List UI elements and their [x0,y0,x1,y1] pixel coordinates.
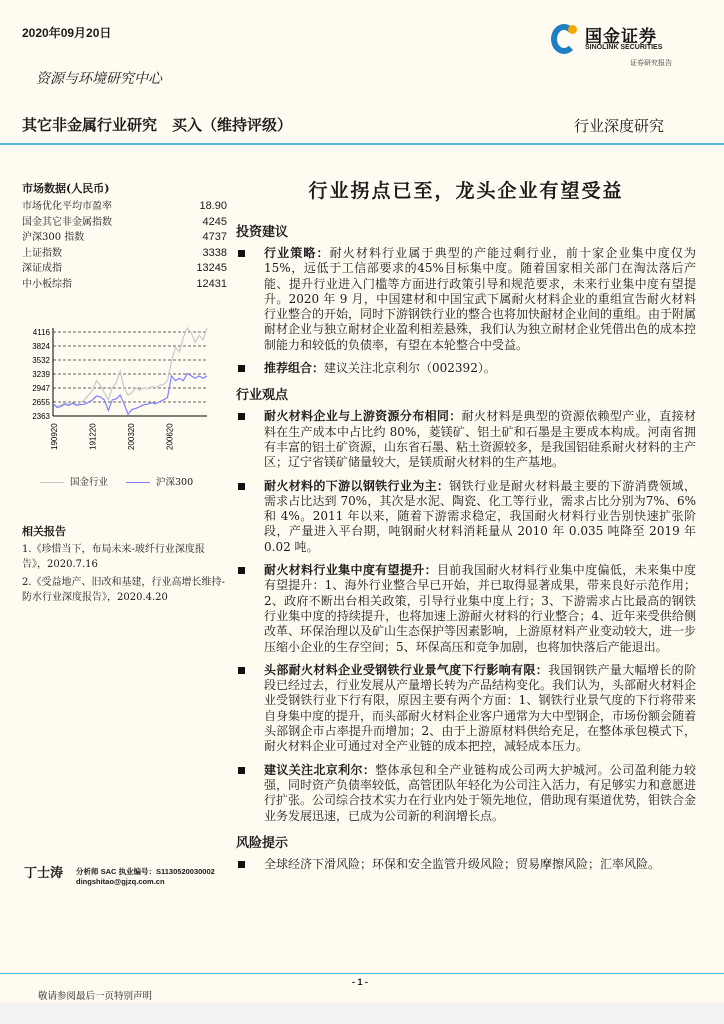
bullet-text: 整体承包和全产业链构成公司两大护城河。公司盈利能力较强，同时资产负债率较低，高管团队年轻化为公司注入活力，有足够实力和意愿进行扩张。公司综合技术实力在行业内处于领先地位，借助现有渠道优势，钼铁合金业务发展迅速，已成为公司新的利润增长点。 [264,762,697,823]
bullet-text: 钢铁行业是耐火材料最主要的下游消费领域，需求占比达到 70%，其次是水泥、陶瓷、化工等行业，需求占比分别为7%、6%和 4%。2011 年以来，随着下游需求稳定，我国耐火材料行业告别快速扩张阶段，产量进入平台期，吨钢耐火材料消耗量从 2010 年 0.035 吨降至 2019 年 0.02 吨。 [264,478,696,554]
bullet-text: 耐火材料是典型的资源依赖型产业，直接材料在生产成本中占比约 80%，菱镁矿、铝土矿和石墨是主要成本构成。河南省拥有丰富的铝土矿资源，山东省石墨、粘土资源较多，是我国铝硅系耐火材料的主产区；辽宁省镁矿储量较大，是镁质耐火材料的生产基地。 [264,409,697,470]
market-data [22,180,227,292]
related-reports [22,523,227,605]
logo-subtitle: 证券研究报告 [630,59,672,67]
logo-cn: 国金证券 [585,27,657,46]
bullet-item [236,246,696,353]
bullet-lead: 耐火材料的下游以钢铁行业为主： [264,478,450,493]
bullet-square-icon [238,667,245,674]
report-type: 行业深度研究 [574,117,665,135]
bullet-square-icon [238,250,245,257]
y-tick-label: 3824 [32,342,50,351]
y-tick-label: 3532 [32,356,50,365]
bullet-square-icon [238,413,245,420]
bullet-item [236,763,696,824]
y-tick-label: 2363 [32,412,50,421]
y-tick-label: 2947 [32,384,50,393]
bullet-lead: 行业策略： [264,246,330,260]
market-label: 上证指数 [22,247,62,259]
index-chart [15,320,230,460]
market-row [22,230,227,246]
sinolink-logo [551,22,696,58]
market-value: 18.90 [199,200,227,212]
related-report-link[interactable]: 1.《珍惜当下，布局未来-玻纤行业深度报告》，2020.7.16 [22,544,205,570]
market-data-title: 市场数据(人民币) [22,182,110,195]
bullet-square-icon [238,767,245,774]
market-row [22,199,227,215]
y-tick-label: 3239 [32,370,50,379]
x-tick-label: 200320 [127,423,136,450]
report-header-title: 其它非金属行业研究 买入（维持评级） [22,117,293,134]
report-section [236,832,696,872]
y-tick-label: 4116 [32,328,50,337]
market-row [22,246,227,262]
bullet-item [236,409,696,470]
market-label: 沪深300 指数 [22,232,85,243]
market-row [22,261,227,277]
bullet-text: 耐火材料行业属于典型的产能过剩行业，前十家企业集中度仅为15%，远低于工信部要求的45%目标集中度。随着国家相关部门在淘汰落后产能、提升行业进入门槛等方面进行政策引导和规范要求，未来行业集中度有望提升。2020 年 9 月，中国建材和中国宝武下属耐火材料企业的重组宣告耐火材料行业整合的开始，同时下游钢铁行业的整合也将加快耐材企业间的重组。由于附属耐材企业与独立耐材企业盈利相差悬殊，我们认为独立耐材企业凭借出色的成本控制能力和较低的负债率，有望在本轮整合中受益。 [264,246,697,352]
related-report-link[interactable]: 2.《受益地产、旧改和基建，行业高增长维持-防水行业深度报告》，2020.4.20 [22,577,225,603]
logo-dot-icon [568,25,577,34]
market-label: 中小板综指 [22,278,72,290]
x-tick-label: 200620 [165,423,175,450]
chart-legend [40,474,193,488]
market-label: 市场优化平均市盈率 [22,201,112,212]
footer-divider [0,973,724,974]
bullet-text: 我国钢铁产量大幅增长的阶段已经过去，行业发展从产量增长转为产品结构变化。我们认为，头部耐火材料企业受钢铁行业下行有限，原因主要有两个方面：1、钢铁行业景气度的下行将带来自身集中度的提升，而头部耐火材料企业客户通常为大中型钢企，市场份额会随着头部钢企市占率提升而增加；2、由于上游原材料供给充足，在整体承包模式下，耐火材料企业可通过对全产业链的成本把控，减轻成本压力。 [264,662,697,754]
bullet-square-icon [238,365,245,372]
bullet-square-icon [238,483,245,490]
market-label: 国金其它非金属指数 [22,216,112,228]
disclaimer: 敬请参阅最后一页特别声明 [38,991,153,1002]
market-value: 4245 [202,215,227,228]
bullet-item [236,857,696,872]
bullet-lead: 耐火材料行业集中度有望提升： [264,563,437,578]
section-heading: 风险提示 [236,835,289,851]
market-row [22,277,227,293]
legend-item: 国金行业 [40,474,108,488]
bullet-square-icon [238,567,245,574]
analyst-name: 丁士涛 [24,866,64,881]
analyst-info: 分析师 SAC 执业编号：S1130520030002 [76,867,215,876]
bullet-item [236,361,696,376]
bullet-text: 建议关注北京利尔（002392）。 [324,361,496,376]
bullet-lead: 耐火材料企业与上游资源分布相同： [264,409,462,424]
legend-item: 沪深300 [126,474,193,488]
market-label: 深证成指 [22,263,62,274]
bullet-lead: 推荐组合： [264,361,325,376]
market-value: 4737 [202,231,227,243]
section-heading: 投资建议 [236,225,289,240]
market-value: 3338 [202,246,227,259]
section-heading: 行业观点 [236,388,289,404]
market-value: 13245 [196,262,227,274]
logo-en: SINOLINK SECURITIES [585,44,663,51]
series-line-industry [53,328,207,406]
report-title: 行业拐点已至，龙头企业有望受益 [308,180,624,202]
y-tick-label: 2655 [32,398,50,407]
bullet-lead: 建议关注北京利尔： [264,762,376,777]
report-section [236,384,696,823]
report-date: 2020年09月20日 [22,26,112,40]
bullet-text: 全球经济下滑风险；环保和安全监管升级风险；贸易摩擦风险；汇率风险。 [264,856,661,871]
market-row [22,215,227,231]
bullet-item [236,563,696,655]
main-content [236,176,696,880]
page-number: - 1 - [352,977,369,987]
research-center: 资源与环境研究中心 [36,71,162,87]
x-tick-label: 191220 [88,423,98,450]
header-divider [0,143,724,145]
report-section [236,221,696,376]
bullet-lead: 头部耐火材料企业受钢铁行业景气度下行影响有限： [264,662,549,677]
bullet-item [236,479,696,555]
bullet-item [236,663,696,755]
related-title: 相关报告 [22,525,66,538]
market-value: 12431 [196,277,227,290]
x-tick-label: 190920 [50,423,59,450]
bullet-square-icon [238,861,245,868]
bullet-text: 目前我国耐火材料行业集中度偏低，未来集中度有望提升：1、海外行业整合早已开始，并已取得显著成果，带来良好示范作用；2、政府不断出台相关政策，引导行业集中度上行；3、下游需求占比最高的钢铁行业集中度的持续提升，也将加速上游耐火材料的行业整合；4、近年来受供给侧改革、环保治理以及矿山生态保护等因素影响，上游原材料产业变动较大，进一步压缩小企业的生存空间；5、环保高压和竞争加剧，也将加快落后产能退出。 [264,563,697,654]
analyst-email[interactable]: dingshitao@gjzq.com.cn [76,877,165,886]
